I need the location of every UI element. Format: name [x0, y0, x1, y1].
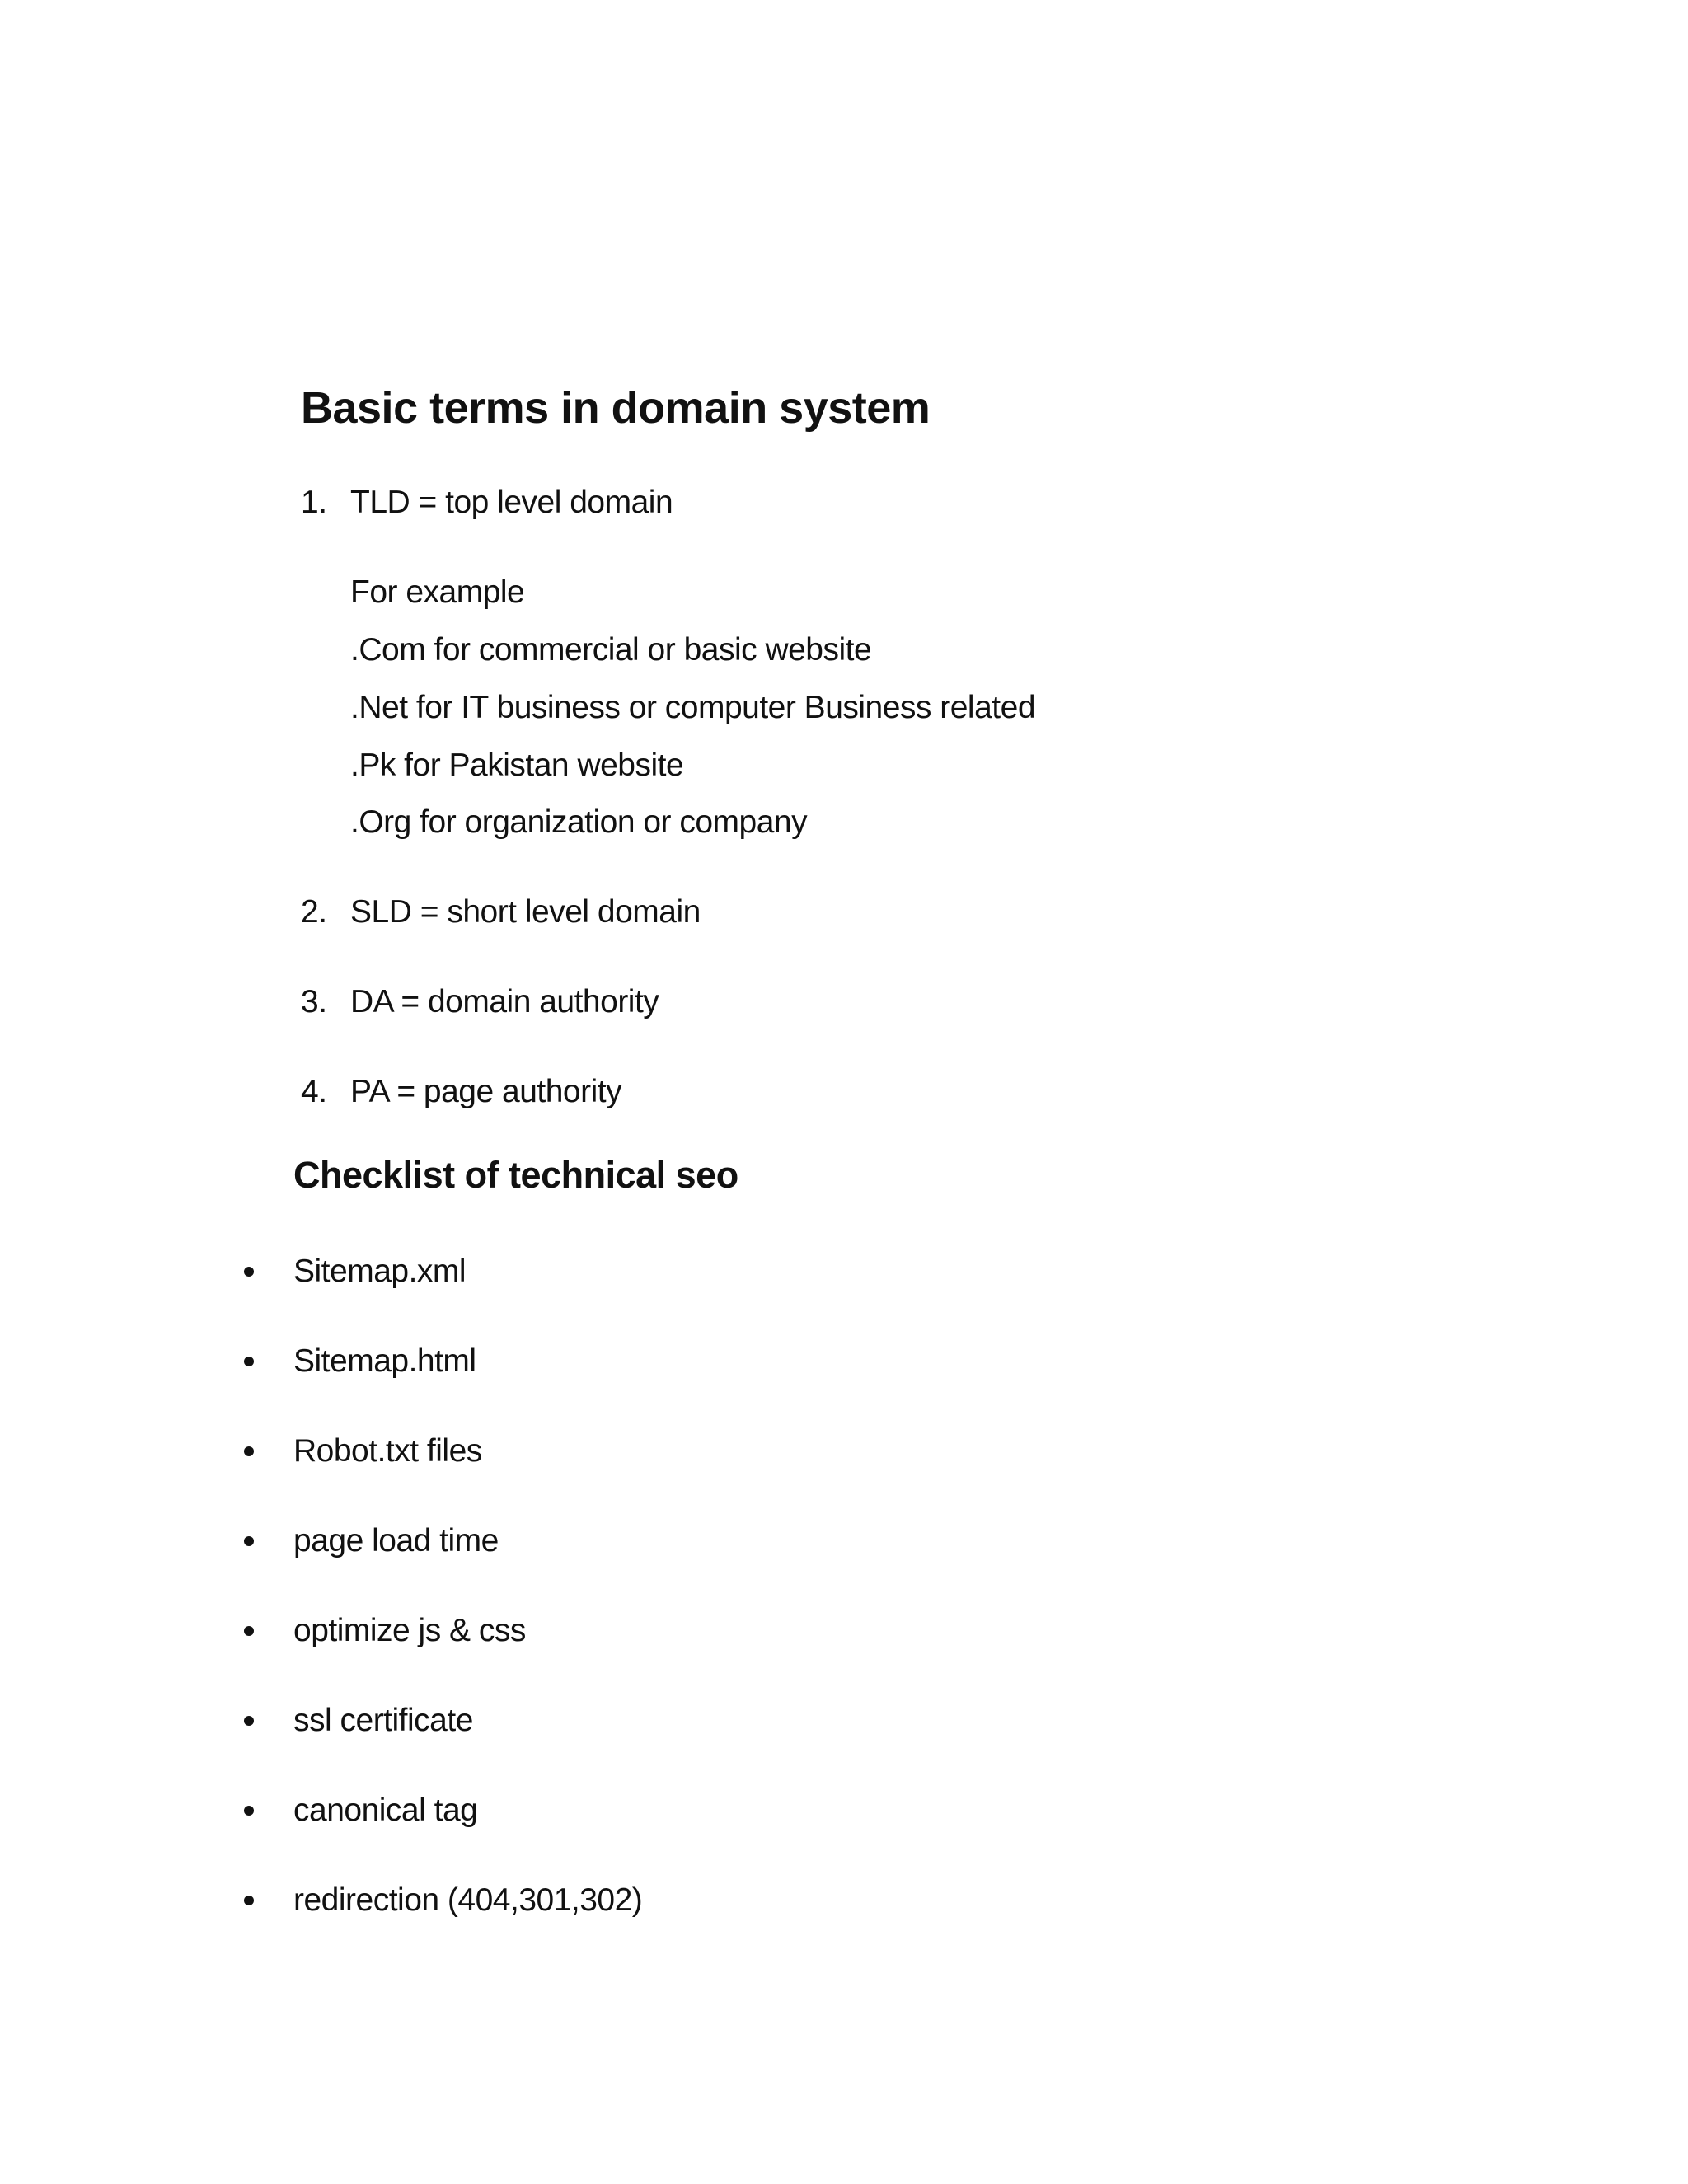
bullet-icon [244, 1896, 254, 1905]
bullet-icon [244, 1267, 254, 1277]
checklist-text: ssl certificate [293, 1703, 473, 1738]
list-number: 1. [301, 485, 327, 520]
checklist-text: canonical tag [293, 1793, 478, 1828]
example-line: For example [350, 574, 525, 610]
list-text: DA = domain authority [350, 984, 659, 1019]
example-line: .Net for IT business or computer Business related [350, 690, 1036, 725]
bullet-icon [244, 1716, 254, 1726]
checklist-text: optimize js & css [293, 1613, 526, 1648]
example-line: .Com for commercial or basic website [350, 632, 872, 668]
checklist-text: Sitemap.xml [293, 1254, 467, 1289]
list-text: TLD = top level domain [350, 485, 673, 520]
example-line: .Pk for Pakistan website [350, 748, 684, 783]
checklist-text: page load time [293, 1523, 499, 1558]
checklist-text: redirection (404,301,302) [293, 1882, 643, 1918]
example-line: .Org for organization or company [350, 804, 808, 840]
main-heading: Basic terms in domain system [301, 383, 931, 433]
list-text: SLD = short level domain [350, 894, 701, 930]
checklist-text: Sitemap.html [293, 1343, 476, 1379]
bullet-icon [244, 1536, 254, 1546]
list-number: 2. [301, 894, 327, 930]
checklist-heading: Checklist of technical seo [293, 1154, 738, 1196]
list-text: PA = page authority [350, 1074, 622, 1109]
list-number: 3. [301, 984, 327, 1019]
bullet-icon [244, 1806, 254, 1816]
checklist-text: Robot.txt files [293, 1433, 482, 1469]
list-number: 4. [301, 1074, 327, 1109]
bullet-icon [244, 1446, 254, 1456]
bullet-icon [244, 1626, 254, 1636]
bullet-icon [244, 1357, 254, 1366]
